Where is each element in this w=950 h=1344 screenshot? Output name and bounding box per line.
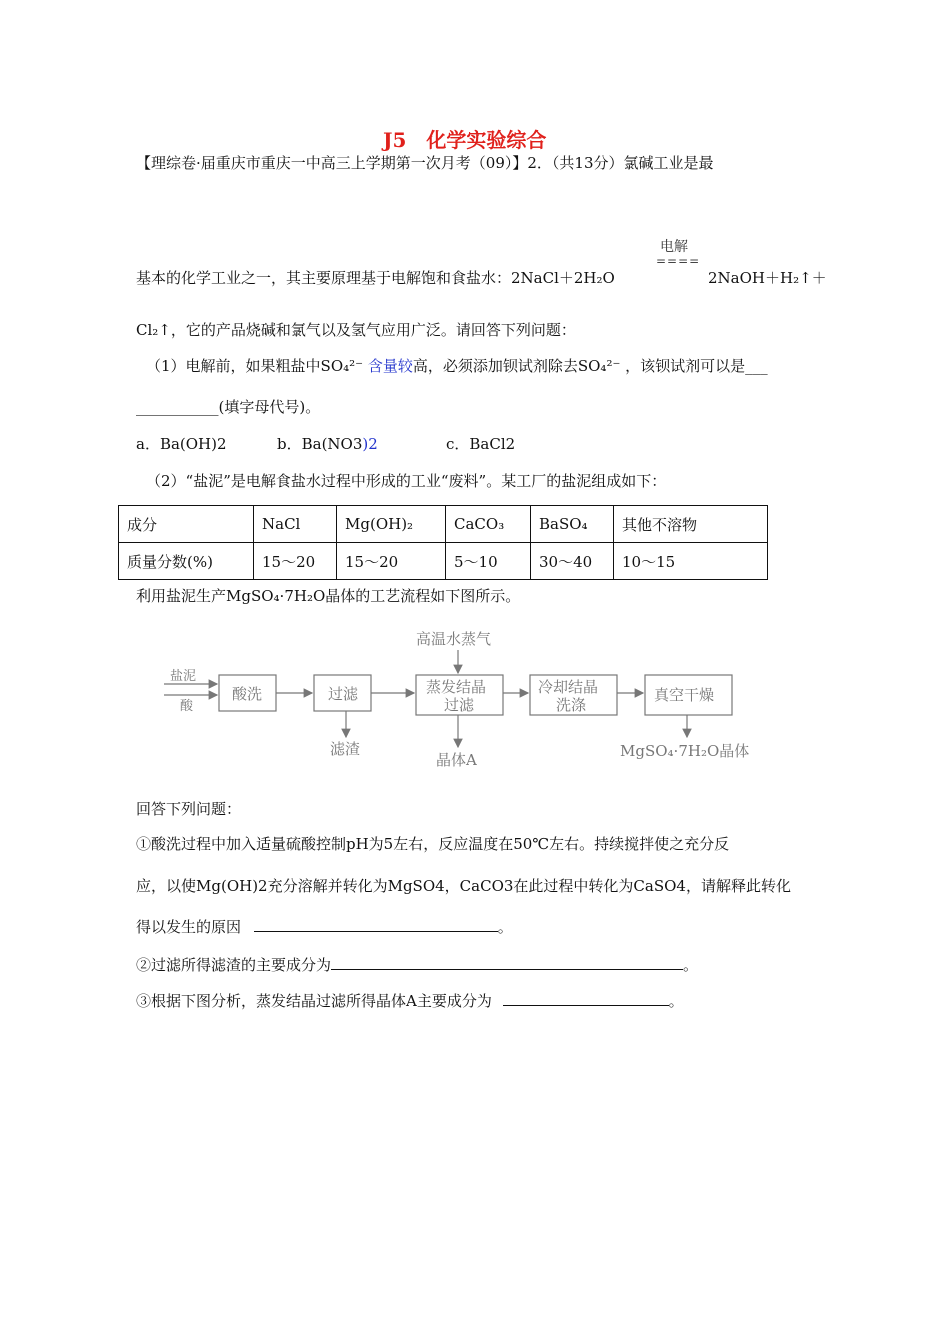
- equation-right: 2NaOH＋H₂↑＋: [708, 269, 827, 287]
- q1-part-b: 高，必须添加钡试剂除去SO₄²⁻ ，该钡试剂可以是___: [412, 357, 768, 375]
- table-header-cell: 成分: [119, 506, 254, 543]
- table-header-cell: 其他不溶物: [614, 506, 768, 543]
- answer-intro: 回答下列问题：: [136, 800, 242, 818]
- composition-table: [118, 505, 768, 580]
- q1-option-b-sub: )2: [362, 435, 378, 453]
- page-title: J5 化学实验综合: [383, 128, 547, 152]
- flow-input-acid: 酸: [180, 699, 194, 714]
- table-row: [119, 543, 768, 580]
- qi-line1: ①酸洗过程中加入适量硫酸控制pH为5左右，反应温度在50℃左右。持续搅拌使之充分反: [136, 835, 730, 853]
- flow-input-salt-mud: 盐泥: [170, 669, 197, 684]
- q1-option-c: c．BaCl2: [446, 435, 516, 453]
- qi-line3: [136, 916, 513, 937]
- qiii-end: 。: [668, 992, 684, 1010]
- qi-line3-text: 得以发生的原因: [136, 918, 242, 936]
- flow-step5: 真空干燥: [654, 686, 715, 704]
- flow-step3-line1: 蒸发结晶: [426, 678, 487, 696]
- q1-blue-text: 含量较: [367, 357, 413, 375]
- table-header-cell: BaSO₄: [531, 506, 614, 543]
- answer-blank-i[interactable]: [254, 917, 498, 932]
- q1-option-a: a．Ba(OH)2: [136, 435, 227, 453]
- table-header-row: [119, 506, 768, 543]
- table-cell: 30～40: [531, 543, 614, 580]
- table-cell: 10～15: [614, 543, 768, 580]
- flow-step2: 过滤: [328, 685, 359, 703]
- table-cell: 15～20: [337, 543, 446, 580]
- q1-answer-line: ___________(填字母代号)。: [136, 398, 321, 416]
- flow-step1: 酸洗: [232, 685, 263, 703]
- question-header: 【理综卷·届重庆市重庆一中高三上学期第一次月考（09）】2．（共13分）氯碱工业是最: [136, 154, 714, 172]
- table-cell: 15～20: [254, 543, 337, 580]
- qii-end: 。: [683, 956, 699, 974]
- qiii-text: ③根据下图分析，蒸发结晶过滤所得晶体A主要成分为: [136, 992, 492, 1010]
- intro-line: Cl₂↑，它的产品烧碱和氯气以及氢气应用广泛。请回答下列问题：: [136, 321, 576, 339]
- equation-left: 基本的化学工业之一，其主要原理基于电解饱和食盐水：2NaCl＋2H₂O: [136, 269, 615, 287]
- flow-output-residue: 滤渣: [330, 740, 361, 758]
- table-cell: 5～10: [446, 543, 531, 580]
- table-header-cell: NaCl: [254, 506, 337, 543]
- table-header-cell: CaCO₃: [446, 506, 531, 543]
- flow-output-product: MgSO₄·7H₂O晶体: [620, 742, 750, 760]
- qii-text: ②过滤所得滤渣的主要成分为: [136, 956, 332, 974]
- qii-line: [136, 954, 698, 975]
- answer-blank-iii[interactable]: [503, 991, 669, 1006]
- process-flow-diagram: [150, 620, 790, 780]
- flow-intro: 利用盐泥生产MgSO₄·7H₂O晶体的工艺流程如下图所示。: [136, 587, 521, 605]
- q1-text: [146, 355, 768, 376]
- equation-arrow: ====: [656, 254, 701, 268]
- flow-step3-line2: 过滤: [444, 696, 475, 714]
- table-row-label: 质量分数(%): [119, 543, 254, 580]
- qi-line3-end: 。: [497, 918, 513, 936]
- flow-output-crystal-a: 晶体A: [436, 751, 477, 769]
- q1-option-b: [277, 433, 378, 454]
- equation-condition: 电解: [660, 239, 688, 255]
- q1-option-b-main: b．Ba(NO3: [277, 435, 363, 453]
- q2-intro: （2）“盐泥”是电解食盐水过程中形成的工业“废料”。某工厂的盐泥组成如下：: [146, 472, 667, 490]
- qiii-line: [136, 990, 684, 1011]
- qi-line2: 应，以使Mg(OH)2充分溶解并转化为MgSO4，CaCO3在此过程中转化为CaSO4，请解释此转化: [136, 877, 791, 895]
- table-header-cell: Mg(OH)₂: [337, 506, 446, 543]
- q1-part-a: （1）电解前，如果粗盐中SO₄²⁻: [146, 357, 364, 375]
- flow-step4-line2: 洗涤: [556, 696, 587, 714]
- flow-top-label: 高温水蒸气: [416, 630, 492, 648]
- flow-step4-line1: 冷却结晶: [538, 678, 599, 696]
- answer-blank-ii[interactable]: [331, 955, 683, 970]
